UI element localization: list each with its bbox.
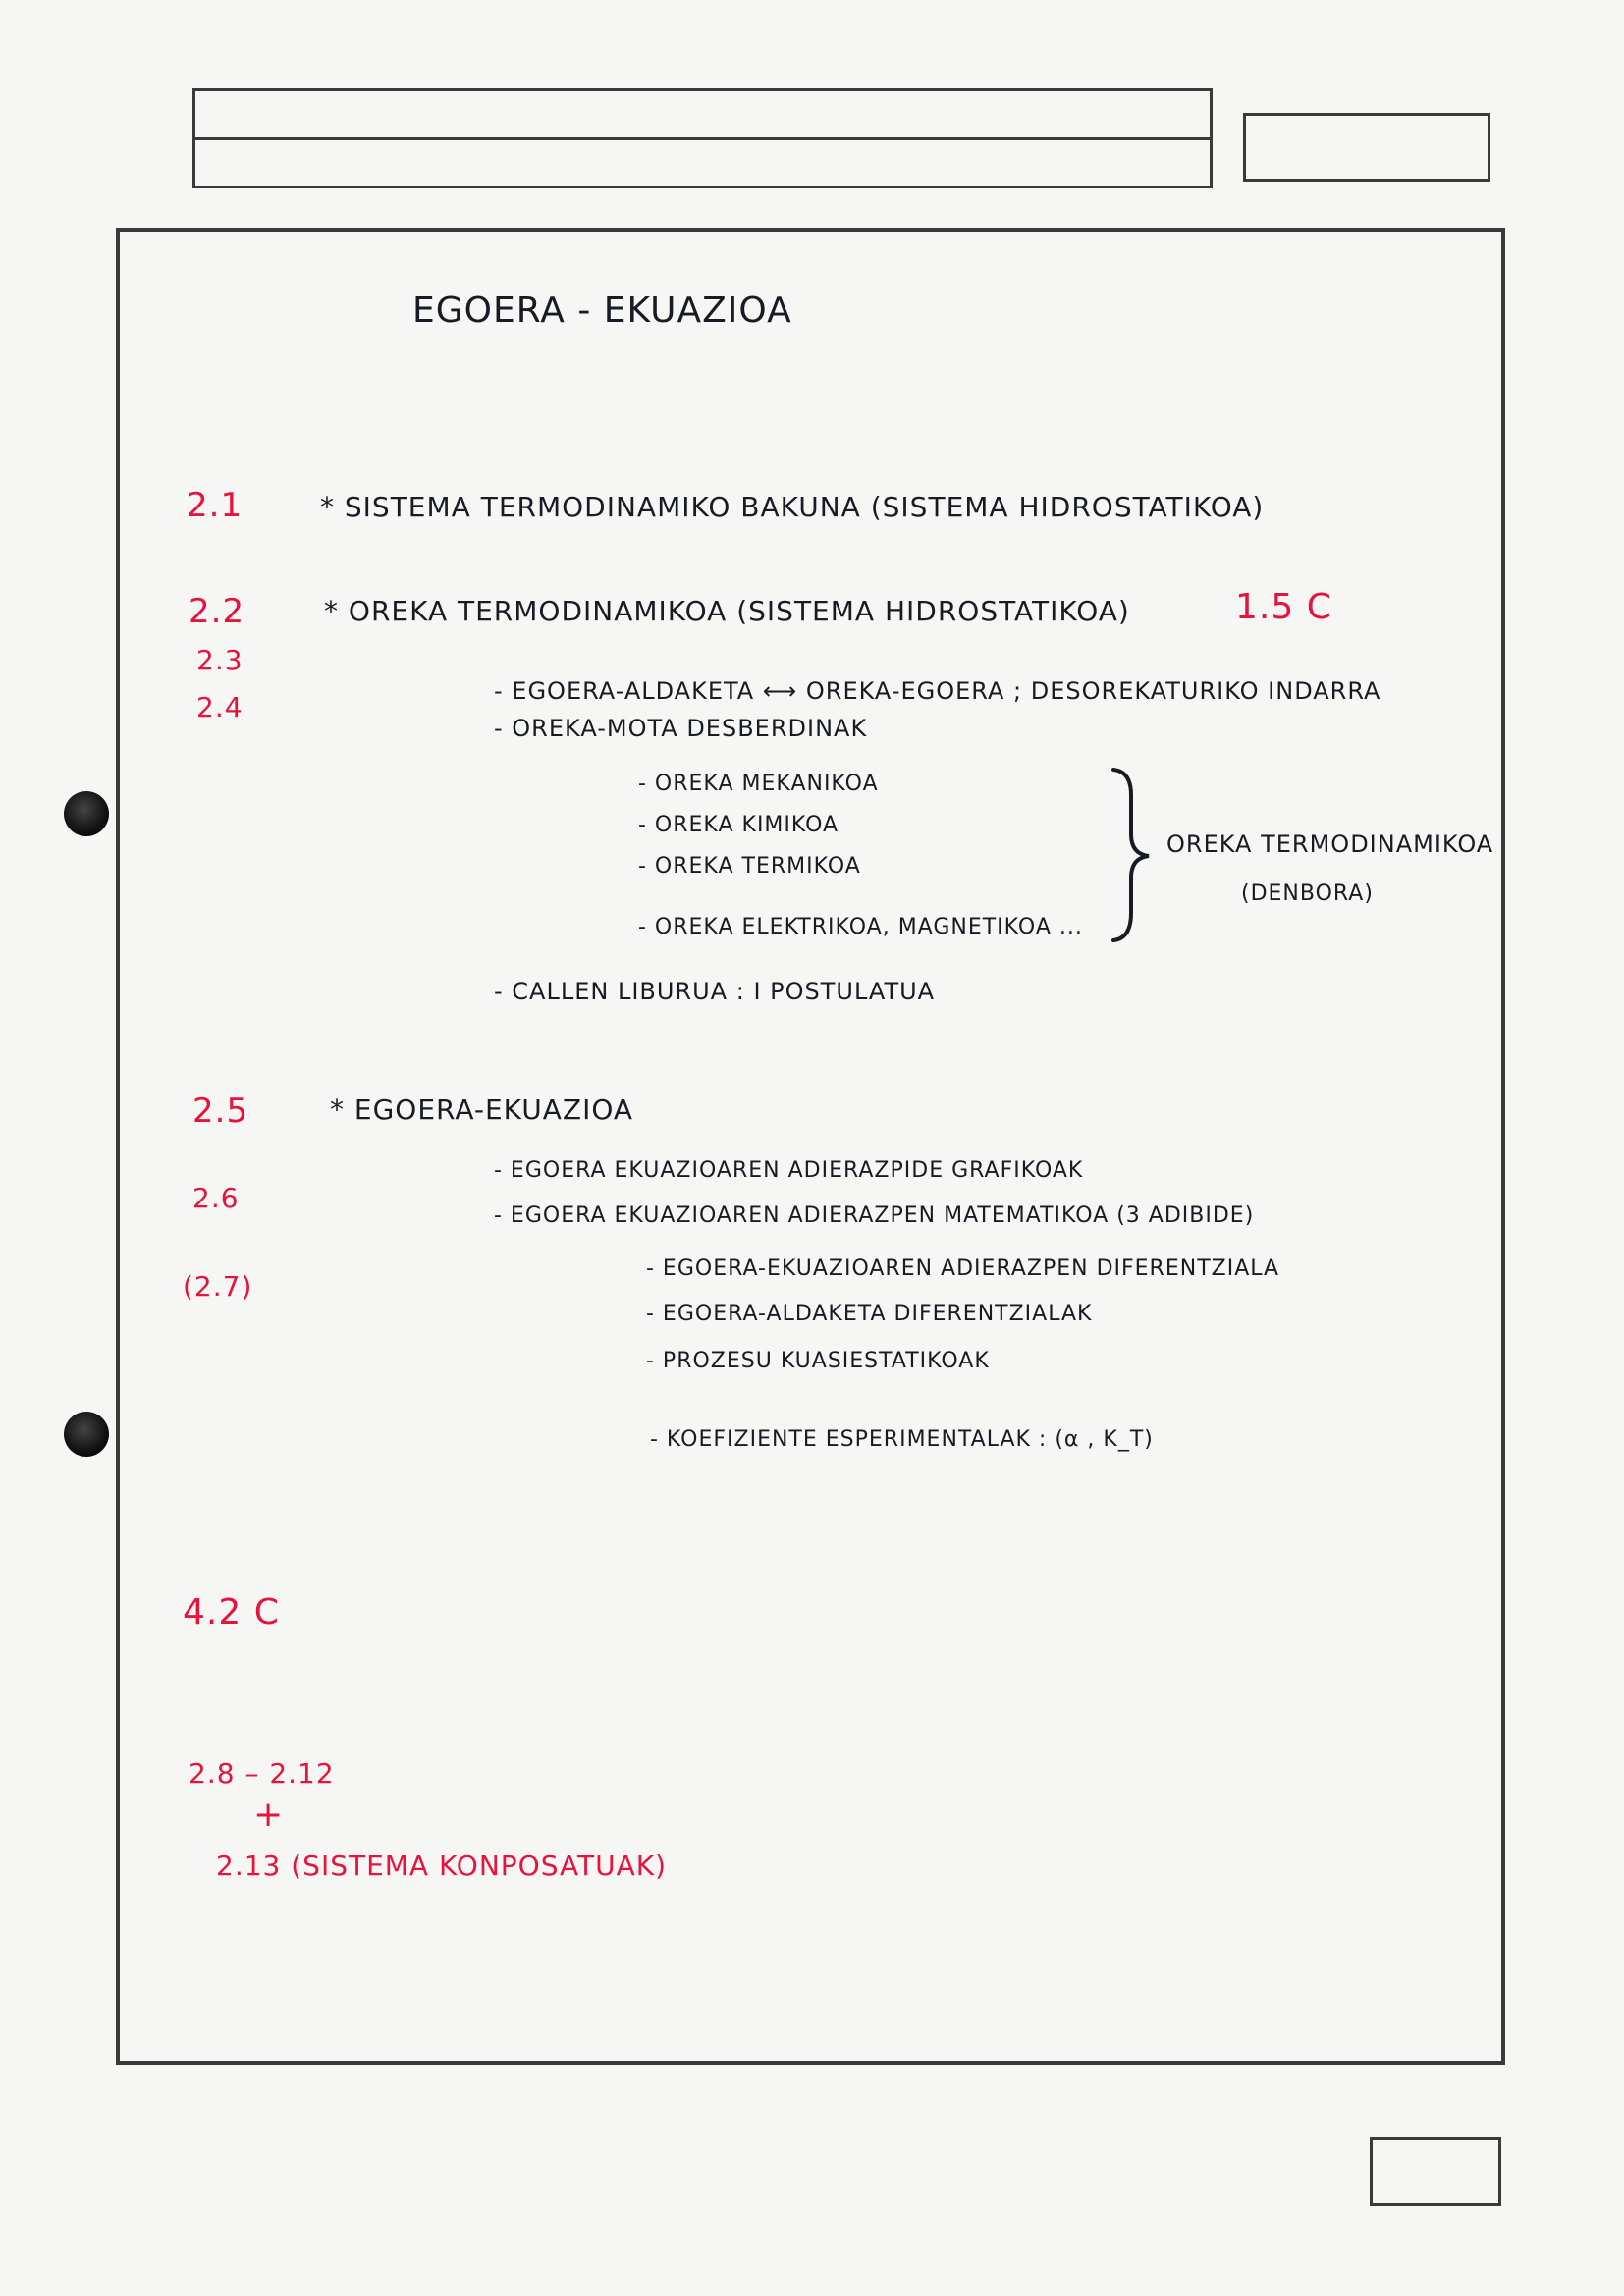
section-number-2-2: 2.2	[189, 592, 245, 631]
section-number-2-3: 2.3	[196, 644, 244, 676]
note-plus: +	[253, 1794, 285, 1835]
section-number-2-5: 2.5	[192, 1092, 249, 1131]
section-number-2-1: 2.1	[187, 486, 244, 525]
section-number-2-7: (2.7)	[183, 1270, 253, 1303]
callen-item: - CALLEN LIBURUA : I POSTULATUA	[494, 978, 936, 1005]
oreka-type-kimikoa: - OREKA KIMIKOA	[638, 813, 839, 837]
section-heading-2-1: * SISTEMA TERMODINAMIKO BAKUNA (SISTEMA HIDROSTATIKOA)	[320, 491, 1265, 523]
page-title: EGOERA - EKUAZIOA	[412, 291, 792, 331]
right-brace	[1108, 766, 1157, 944]
oreka-type-mekanikoa: - OREKA MEKANIKOA	[638, 772, 879, 796]
header-divider	[192, 137, 1213, 140]
oreka-type-elektrikoa: - OREKA ELEKTRIKOA, MAGNETIKOA ...	[638, 915, 1083, 939]
section-heading-2-5: * EGOERA-EKUAZIOA	[330, 1094, 634, 1126]
ekuazio-sub-1: - EGOERA-EKUAZIOAREN ADIERAZPEN DIFERENTZIALA	[646, 1256, 1280, 1281]
oreka-type-termikoa: - OREKA TERMIKOA	[638, 854, 861, 879]
punch-hole-top	[64, 791, 109, 836]
footer-page-box	[1370, 2137, 1501, 2206]
note-composite: 2.13 (SISTEMA KONPOSATUAK)	[216, 1849, 668, 1882]
punch-hole-bottom	[64, 1412, 109, 1457]
ekuazio-sub-2: - EGOERA-ALDAKETA DIFERENTZIALAK	[646, 1302, 1093, 1326]
oreka-item-1: - EGOERA-ALDAKETA ⟷ OREKA-EGOERA ; DESOREKATURIKO INDARRA	[494, 677, 1381, 705]
ekuazio-sub-3: - PROZESU KUASIESTATIKOAK	[646, 1349, 990, 1373]
oreka-group-label: OREKA TERMODINAMIKOA	[1166, 830, 1494, 858]
oreka-group-sub: (DENBORA)	[1241, 881, 1374, 906]
note-4-2c: 4.2 C	[183, 1592, 280, 1632]
note-range: 2.8 – 2.12	[189, 1757, 335, 1789]
ekuazio-item-1: - EGOERA EKUAZIOAREN ADIERAZPIDE GRAFIKOAK	[494, 1158, 1084, 1183]
ekuazio-item-2: - EGOERA EKUAZIOAREN ADIERAZPEN MATEMATIKOA (3 ADIBIDE)	[494, 1203, 1255, 1228]
ekuazio-sub-4: - KOEFIZIENTE ESPERIMENTALAK : (α , K_T)	[650, 1427, 1154, 1452]
header-small-box	[1243, 113, 1490, 182]
oreka-item-2: - OREKA-MOTA DESBERDINAK	[494, 715, 868, 742]
section-note-1-5c: 1.5 C	[1235, 587, 1332, 627]
section-number-2-6: 2.6	[192, 1182, 240, 1214]
section-number-2-4: 2.4	[196, 691, 244, 723]
section-heading-2-2: * OREKA TERMODINAMIKOA (SISTEMA HIDROSTATIKOA)	[324, 595, 1130, 627]
